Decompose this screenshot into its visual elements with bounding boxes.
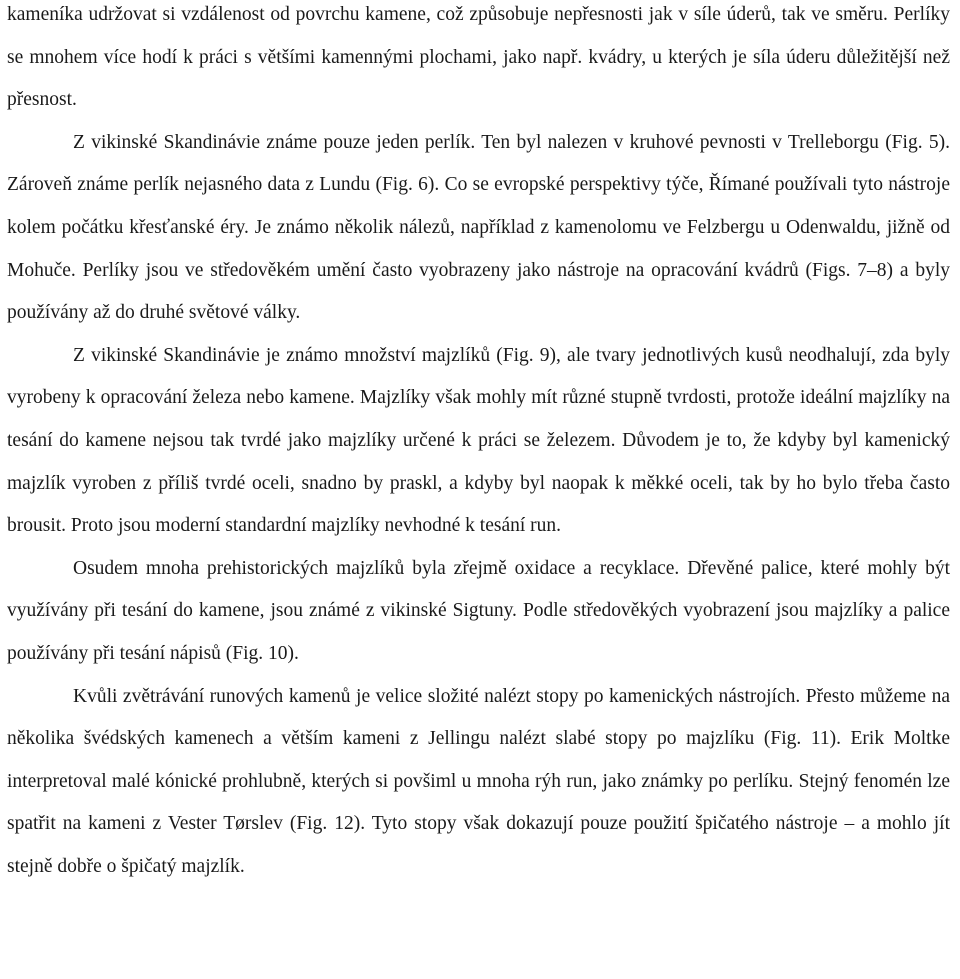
- paragraph-mallets: Osudem mnoha prehistorických majzlíků byla zřejmě oxidace a recyklace. Dřevěné palice, které mohly být využívány při tesání do kamene, jsou známé z vikinské Sigtuny. Podle středověkých vyobrazení jsou majzlíky a palice používány při tesání nápisů (Fig. 10).: [7, 557, 950, 664]
- paragraph-sledgehammers: Z vikinské Skandinávie známe pouze jeden perlík. Ten byl nalezen v kruhové pevnosti v Trelleborgu (Fig. 5). Zároveň známe perlík nejasného data z Lundu (Fig. 6). Co se evropské perspektivy týče, Římané používali tyto nástroje kolem počátku křesťanské éry. Je známo několik nálezů, například z kamenolomu ve Felzbergu u Odenwaldu, jižně od Mohuče. Perlíky jsou ve středověkém umění často vyobrazeny jako nástroje na opracování kvádrů (Figs. 7–8) a byly používány až do druhé světové války.: [7, 131, 950, 324]
- paragraph-tool-marks: Kvůli zvětrávání runových kamenů je velice složité nalézt stopy po kamenických nástrojích. Přesto můžeme na několika švédských kamenech a větším kameni z Jellingu nalézt slabé stopy po majzlíku (Fig. 11). Erik Moltke interpretoval malé kónické prohlubně, kterých si povšiml u mnoha rýh run, jako známky po perlíku. Stejný fenomén lze spatřit na kameni z Vester Tørslev (Fig. 12). Tyto stopy však dokazují pouze použití špičatého nástroje – a mohlo jít stejně dobře o špičatý majzlík.: [7, 685, 950, 877]
- paragraph-chisels: Z vikinské Skandinávie je známo množství majzlíků (Fig. 9), ale tvary jednotlivých kusů neodhalují, zda byly vyrobeny k opracování železa nebo kamene. Majzlíky však mohly mít různé stupně tvrdosti, protože ideální majzlíky na tesání do kamene nejsou tak tvrdé jako majzlíky určené k práci se železem. Důvodem je to, že kdyby byl kamenický majzlík vyroben z příliš tvrdé oceli, snadno by praskl, a kdyby byl naopak k měkké oceli, tak by ho bylo třeba často brousit. Proto jsou moderní standardní majzlíky nevhodné k tesání run.: [7, 344, 950, 537]
- paragraph-continuation: kameníka udržovat si vzdálenost od povrchu kamene, což způsobuje nepřesnosti jak v síle úderů, tak ve směru. Perlíky se mnohem více hodí k práci s většími kamennými plochami, jako např. kvádry, u kterých je síla úderu důležitější než přesnost.: [7, 4, 950, 111]
